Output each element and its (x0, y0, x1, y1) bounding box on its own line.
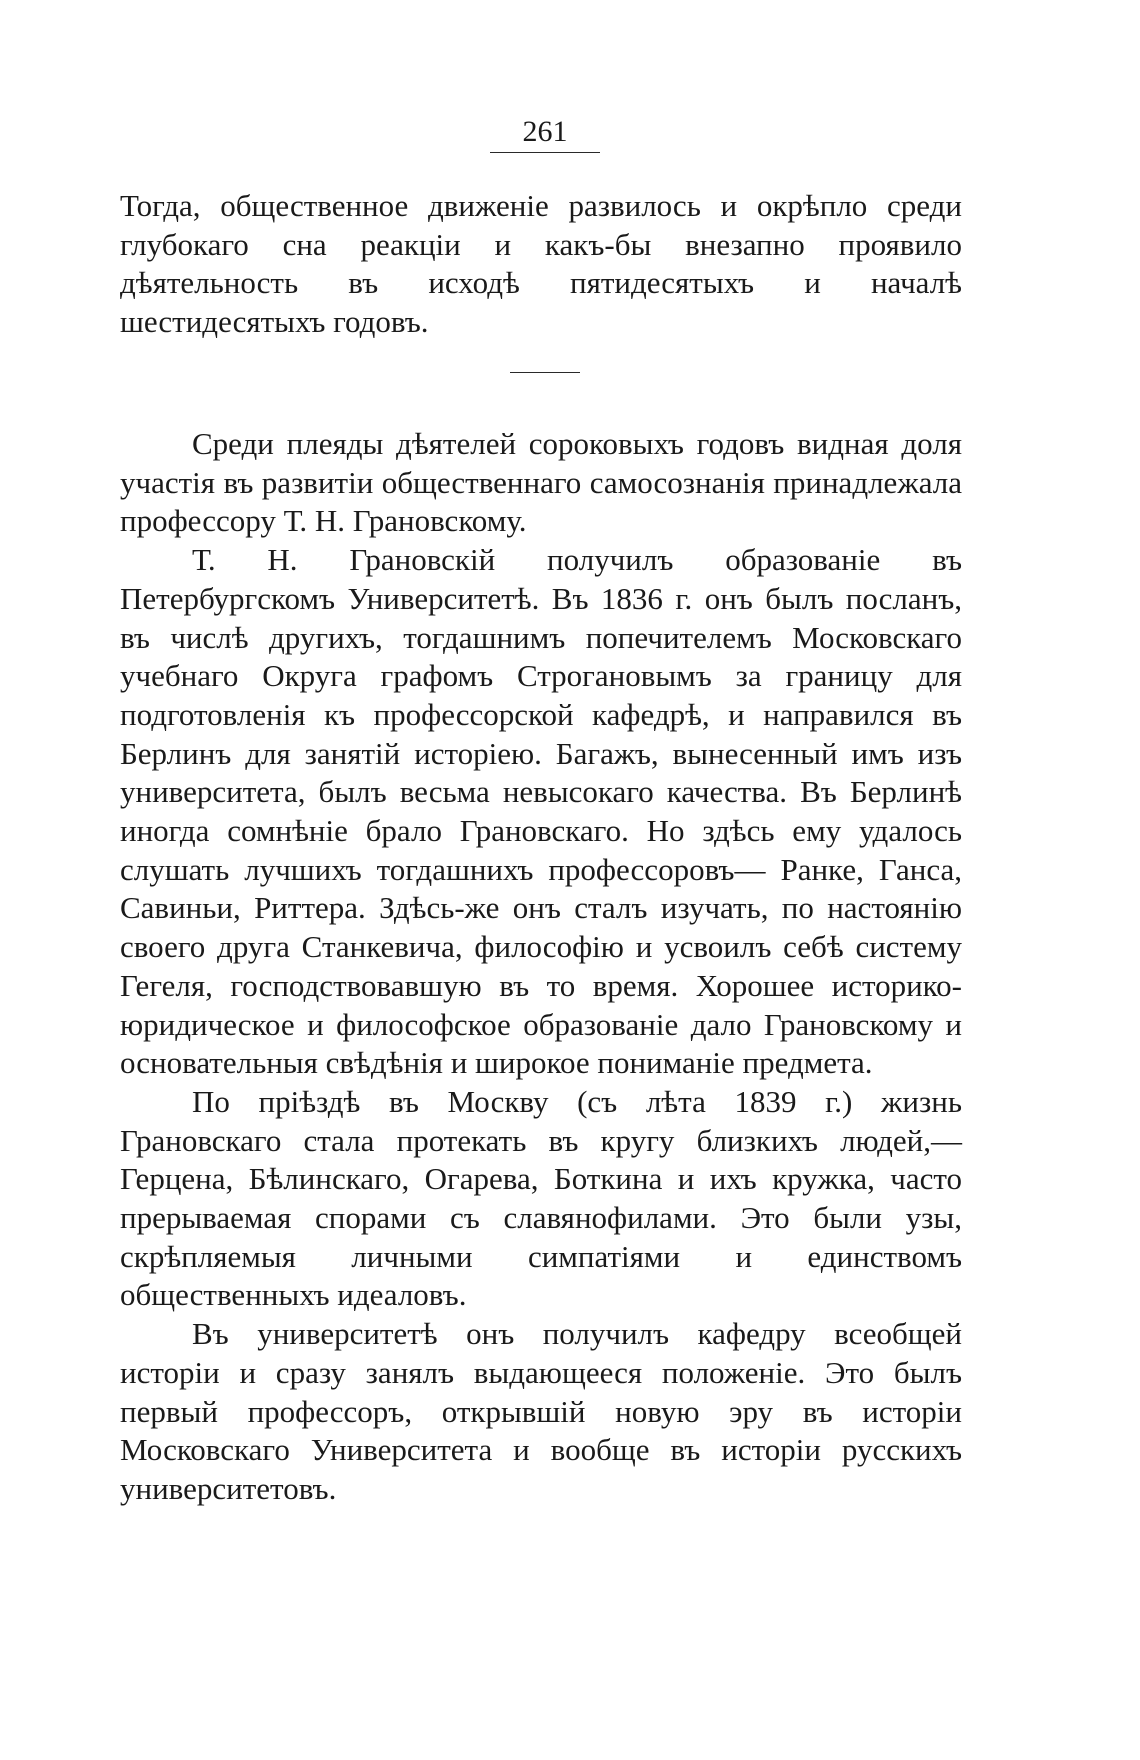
section-divider (510, 372, 580, 373)
paragraph-5: Въ университетѣ онъ получилъ кафедру всеобщей исторiи и сразу занялъ выдающееся положенiе. Это былъ первый профессоръ, открывшiй новую эру въ исторiи Московскаго Университета и вообще въ исторiи русскихъ университетовъ. (120, 1316, 962, 1506)
paragraph-3: Т. Н. Грановскiй получилъ образованiе въ Петербургскомъ Университетѣ. Въ 1836 г. онъ былъ посланъ, въ числѣ другихъ, тогдашнимъ попечителемъ Московскаго учебнаго Округа графомъ Строгановымъ за границу для подготовленiя къ профессорской кафедрѣ, и направился въ Берлинъ для занятiй исторiею. Багажъ, вынесенный имъ изъ университета, былъ весьма невысокаго качества. Въ Берлинѣ иногда сомнѣнiе брало Грановскаго. Но здѣсь ему удалось слушать лучшихъ тогдашнихъ профессоровъ— Ранке, Ганса, Савиньи, Риттера. Здѣсь-же онъ сталъ изучать, по настоянiю своего друга Станкевича, философiю и усвоилъ себѣ систему Гегеля, господствовавшую въ то время. Хорошее историко-юридическое и философское образованiе дало Грановскому и основательныя свѣдѣнiя и широкое пониманiе предмета. (120, 542, 962, 1081)
paragraph-1: Тогда, общественное движенiе развилось и окрѣпло среди глубокаго сна реакцiи и какъ-бы внезапно проявило дѣятельность въ исходѣ пятидесятыхъ и началѣ шестидесятыхъ годовъ. (120, 188, 962, 340)
paragraph-2: Среди плеяды дѣятелей сороковыхъ годовъ видная доля участiя въ развитiи общественнаго самосознанiя принадлежала профессору Т. Н. Грановскому. (120, 426, 962, 539)
page-number: 261 (490, 114, 600, 153)
main-text-block (120, 425, 962, 1509)
opening-text-block (120, 187, 962, 342)
paragraph-4: По прiѣздѣ въ Москву (съ лѣта 1839 г.) жизнь Грановскаго стала протекать въ кругу близкихъ людей,—Герцена, Бѣлинскаго, Огарева, Боткина и ихъ кружка, часто прерываемая спорами съ славянофилами. Это были узы, скрѣпляемыя личными симпатiями и единствомъ общественныхъ идеаловъ. (120, 1083, 962, 1313)
